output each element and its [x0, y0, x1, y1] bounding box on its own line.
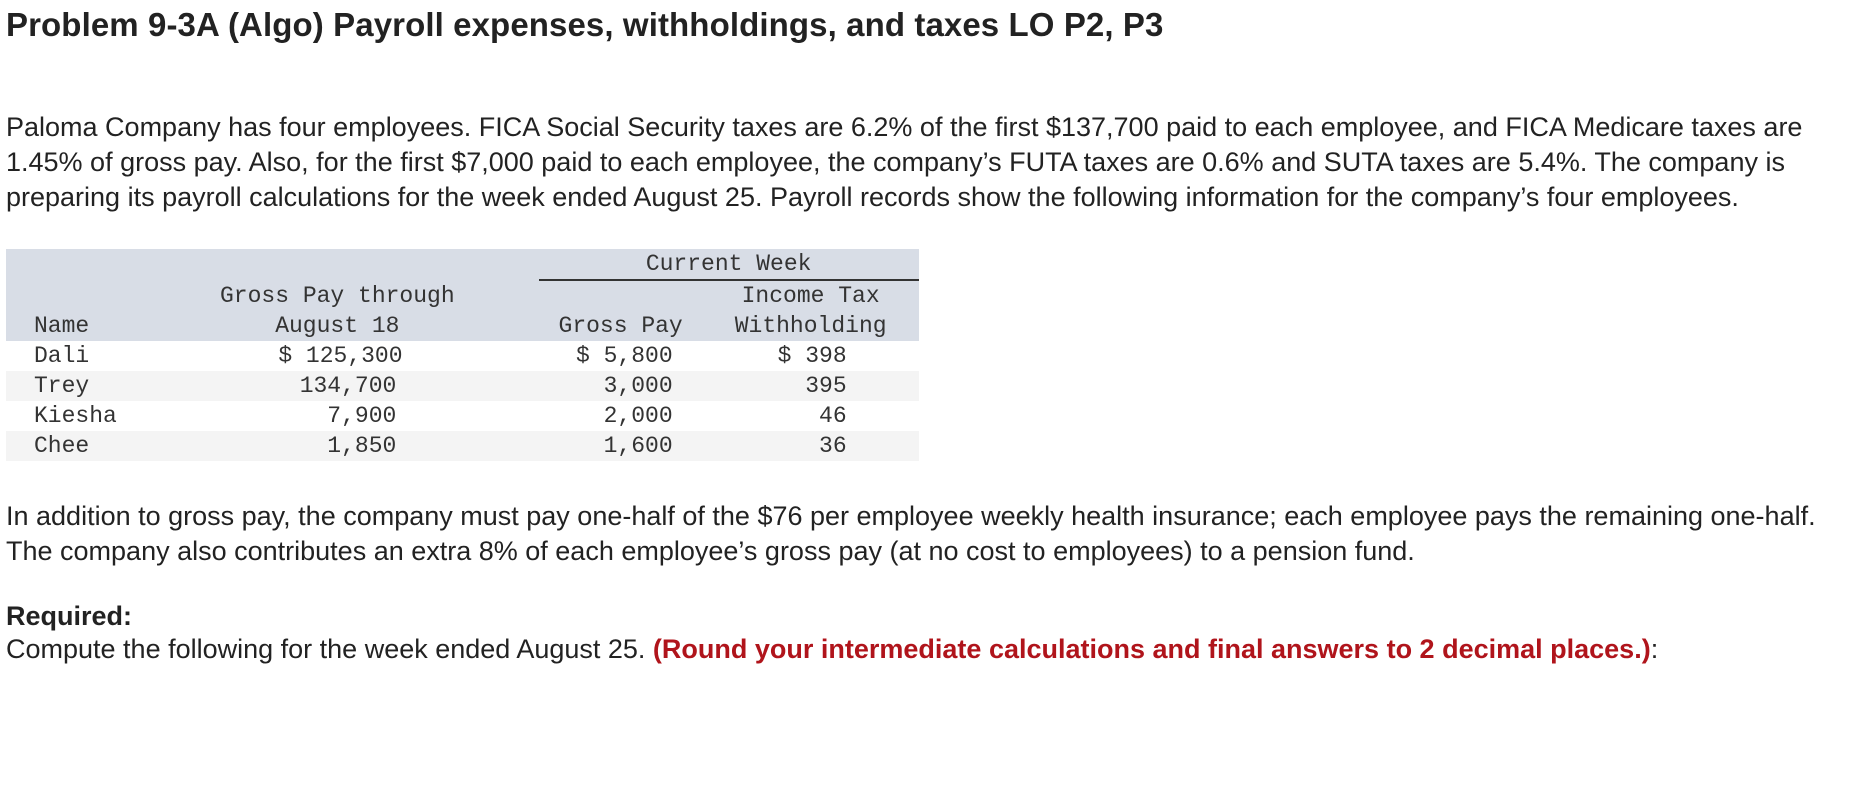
- gross-through-value: 134,700: [299, 373, 397, 399]
- table-row: [6, 431, 919, 461]
- income-tax-value: 395: [805, 373, 847, 399]
- employee-name: Trey: [6, 371, 220, 401]
- gross-through-value: $ 125,300: [278, 343, 403, 369]
- required-heading: Required:: [6, 601, 133, 631]
- gross-through-value: 1,850: [327, 433, 397, 459]
- gross-pay-value: 2,000: [603, 403, 673, 429]
- name-header: Name: [6, 311, 220, 341]
- intro-paragraph: Paloma Company has four employees. FICA Social Security taxes are 6.2% of the first $137,700 paid to each employee, and FICA Medicare taxes are 1.45% of gross pay. Also, for the first $7,000 paid to each employee, the company’s FUTA taxes are 0.6% and SUTA taxes are 5.4%. The company is preparing its payroll calculations for the week ended August 25. Payroll records show the following information for the company’s four employees.: [6, 112, 1803, 212]
- income-tax-value: $ 398: [777, 343, 847, 369]
- required-end: :: [1650, 634, 1659, 664]
- income-tax-value: 36: [819, 433, 847, 459]
- gross-through-header-1: Gross Pay through: [220, 280, 455, 311]
- current-week-header: Current Week: [539, 249, 919, 280]
- rounding-hint: (Round your intermediate calculations and final answers to 2 decimal places.): [652, 634, 1651, 664]
- table-row: [6, 341, 919, 371]
- additional-info-paragraph: In addition to gross pay, the company must pay one-half of the $76 per employee weekly health insurance; each employee pays the remaining one-half. The company also contributes an extra 8% of each employee’s gross pay (at no cost to employees) to a pension fund.: [6, 501, 1816, 566]
- gross-pay-header: Gross Pay: [539, 311, 703, 341]
- payroll-table: [6, 249, 919, 461]
- gross-through-value: 7,900: [327, 403, 397, 429]
- required-paragraph: [6, 632, 1806, 667]
- table-row: [6, 371, 919, 401]
- gross-through-header-2: August 18: [220, 311, 455, 341]
- employee-name: Kiesha: [6, 401, 220, 431]
- problem-title: Problem 9-3A (Algo) Payroll expenses, withholdings, and taxes LO P2, P3: [6, 6, 1164, 43]
- gross-pay-value: 1,600: [603, 433, 673, 459]
- income-tax-header-2: Withholding: [703, 311, 919, 341]
- gross-pay-value: $ 5,800: [576, 343, 673, 369]
- table-row: [6, 401, 919, 431]
- required-text: Compute the following for the week ended August 25.: [6, 634, 653, 664]
- employee-name: Chee: [6, 431, 220, 461]
- income-tax-value: 46: [819, 403, 847, 429]
- employee-name: Dali: [6, 341, 220, 371]
- table-header-row: [6, 249, 919, 280]
- income-tax-header-1: Income Tax: [703, 280, 919, 311]
- gross-pay-value: 3,000: [603, 373, 673, 399]
